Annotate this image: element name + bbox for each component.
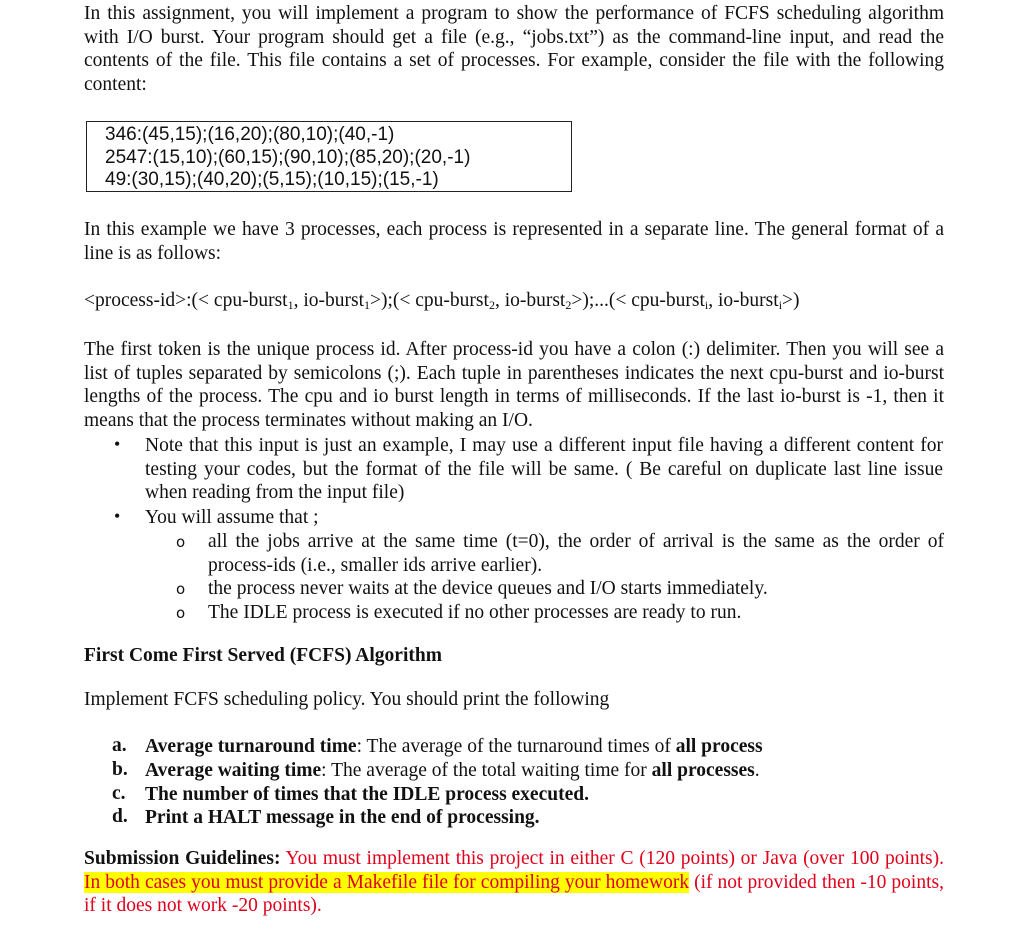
sub-bullet-icon: o <box>176 604 186 622</box>
list-item-turnaround: Average turnaround time: The average of the turnaround times of all process <box>145 736 763 757</box>
example-description: In this example we have 3 processes, each process is represented in a separate line. The general format of a line is as follows: <box>84 219 944 264</box>
sub-bullet-icon: o <box>176 533 186 551</box>
sub-bullet-icon: o <box>176 580 186 598</box>
list-item-halt: Print a HALT message in the end of processing. <box>145 807 540 828</box>
intro-paragraph: In this assignment, you will implement a program to show the performance of FCFS scheduling algorithm with I/O burst. Your program should get a file (e.g., “jobs.txt”) as the command-line input, and read the contents of the file. This file contains a set of processes. For example, consider the file with the following content: <box>84 3 944 95</box>
example-file-box <box>86 121 572 192</box>
fcfs-intro: Implement FCFS scheduling policy. You should print the following <box>84 689 610 710</box>
format-line: <process-id>:(< cpu-burst$_1$, io-burst$_1$>);(< cpu-burst$_2$, io-burst$_2$>);...(< cpu-burst$_i$, io-burst$_i$>) <box>84 290 800 312</box>
list-label-d: d. <box>112 806 128 827</box>
list-label-a: a. <box>112 735 127 756</box>
list-label-c: c. <box>112 783 126 804</box>
bullet-icon: • <box>114 434 121 454</box>
bullet-icon: • <box>114 506 121 526</box>
list-item-waiting: Average waiting time: The average of the total waiting time for all processes. <box>145 760 760 781</box>
submission-label: Submission Guidelines: <box>84 848 281 869</box>
token-description: The first token is the unique process id. After process-id you have a colon (:) delimiter. Then you will see a list of tuples separated by semicolons (;). Each tuple in parentheses indicates the next cpu-burst and io-burst lengths of the process. The cpu and io burst length in terms of milliseconds. If the last io-burst is -1, then it means that the process terminates without making an I/O. <box>84 339 944 431</box>
sub-item-idle: The IDLE process is executed if no other processes are ready to run. <box>208 602 742 623</box>
list-item-idle-count: The number of times that the IDLE process executed. <box>145 784 589 805</box>
submission-guidelines: Submission Guidelines: You must implement this project in either C (120 points) or Java (over 100 points). In both cases you must provide a Makefile file for compiling your homework (if not provided then -10 points, if it does not work -20 points). <box>84 848 944 916</box>
list-label-b: b. <box>112 759 128 780</box>
sub-item-arrival: all the jobs arrive at the same time (t=0), the order of arrival is the same as the order of process-ids (i.e., smaller ids arrive earlier). <box>208 531 944 576</box>
bullet-assume: You will assume that ; <box>145 507 319 528</box>
fcfs-heading: First Come First Served (FCFS) Algorithm <box>84 645 442 666</box>
sub-item-io: the process never waits at the device queues and I/O starts immediately. <box>208 578 768 599</box>
makefile-highlight: In both cases you must provide a Makefile file for compiling your homework <box>84 871 690 893</box>
example-line-1: 346:(45,15);(16,20);(80,10);(40,-1) <box>105 124 395 145</box>
example-line-2: 2547:(15,10);(60,15);(90,10);(85,20);(20,-1) <box>105 146 471 168</box>
bullet-note: Note that this input is just an example, I may use a different input file having a different content for testing your codes, but the format of the file will be same. ( Be careful on duplicate last line issue when reading from the input file) <box>145 435 943 503</box>
example-line-3: 49:(30,15);(40,20);(5,15);(10,15);(15,-1) <box>105 169 439 190</box>
